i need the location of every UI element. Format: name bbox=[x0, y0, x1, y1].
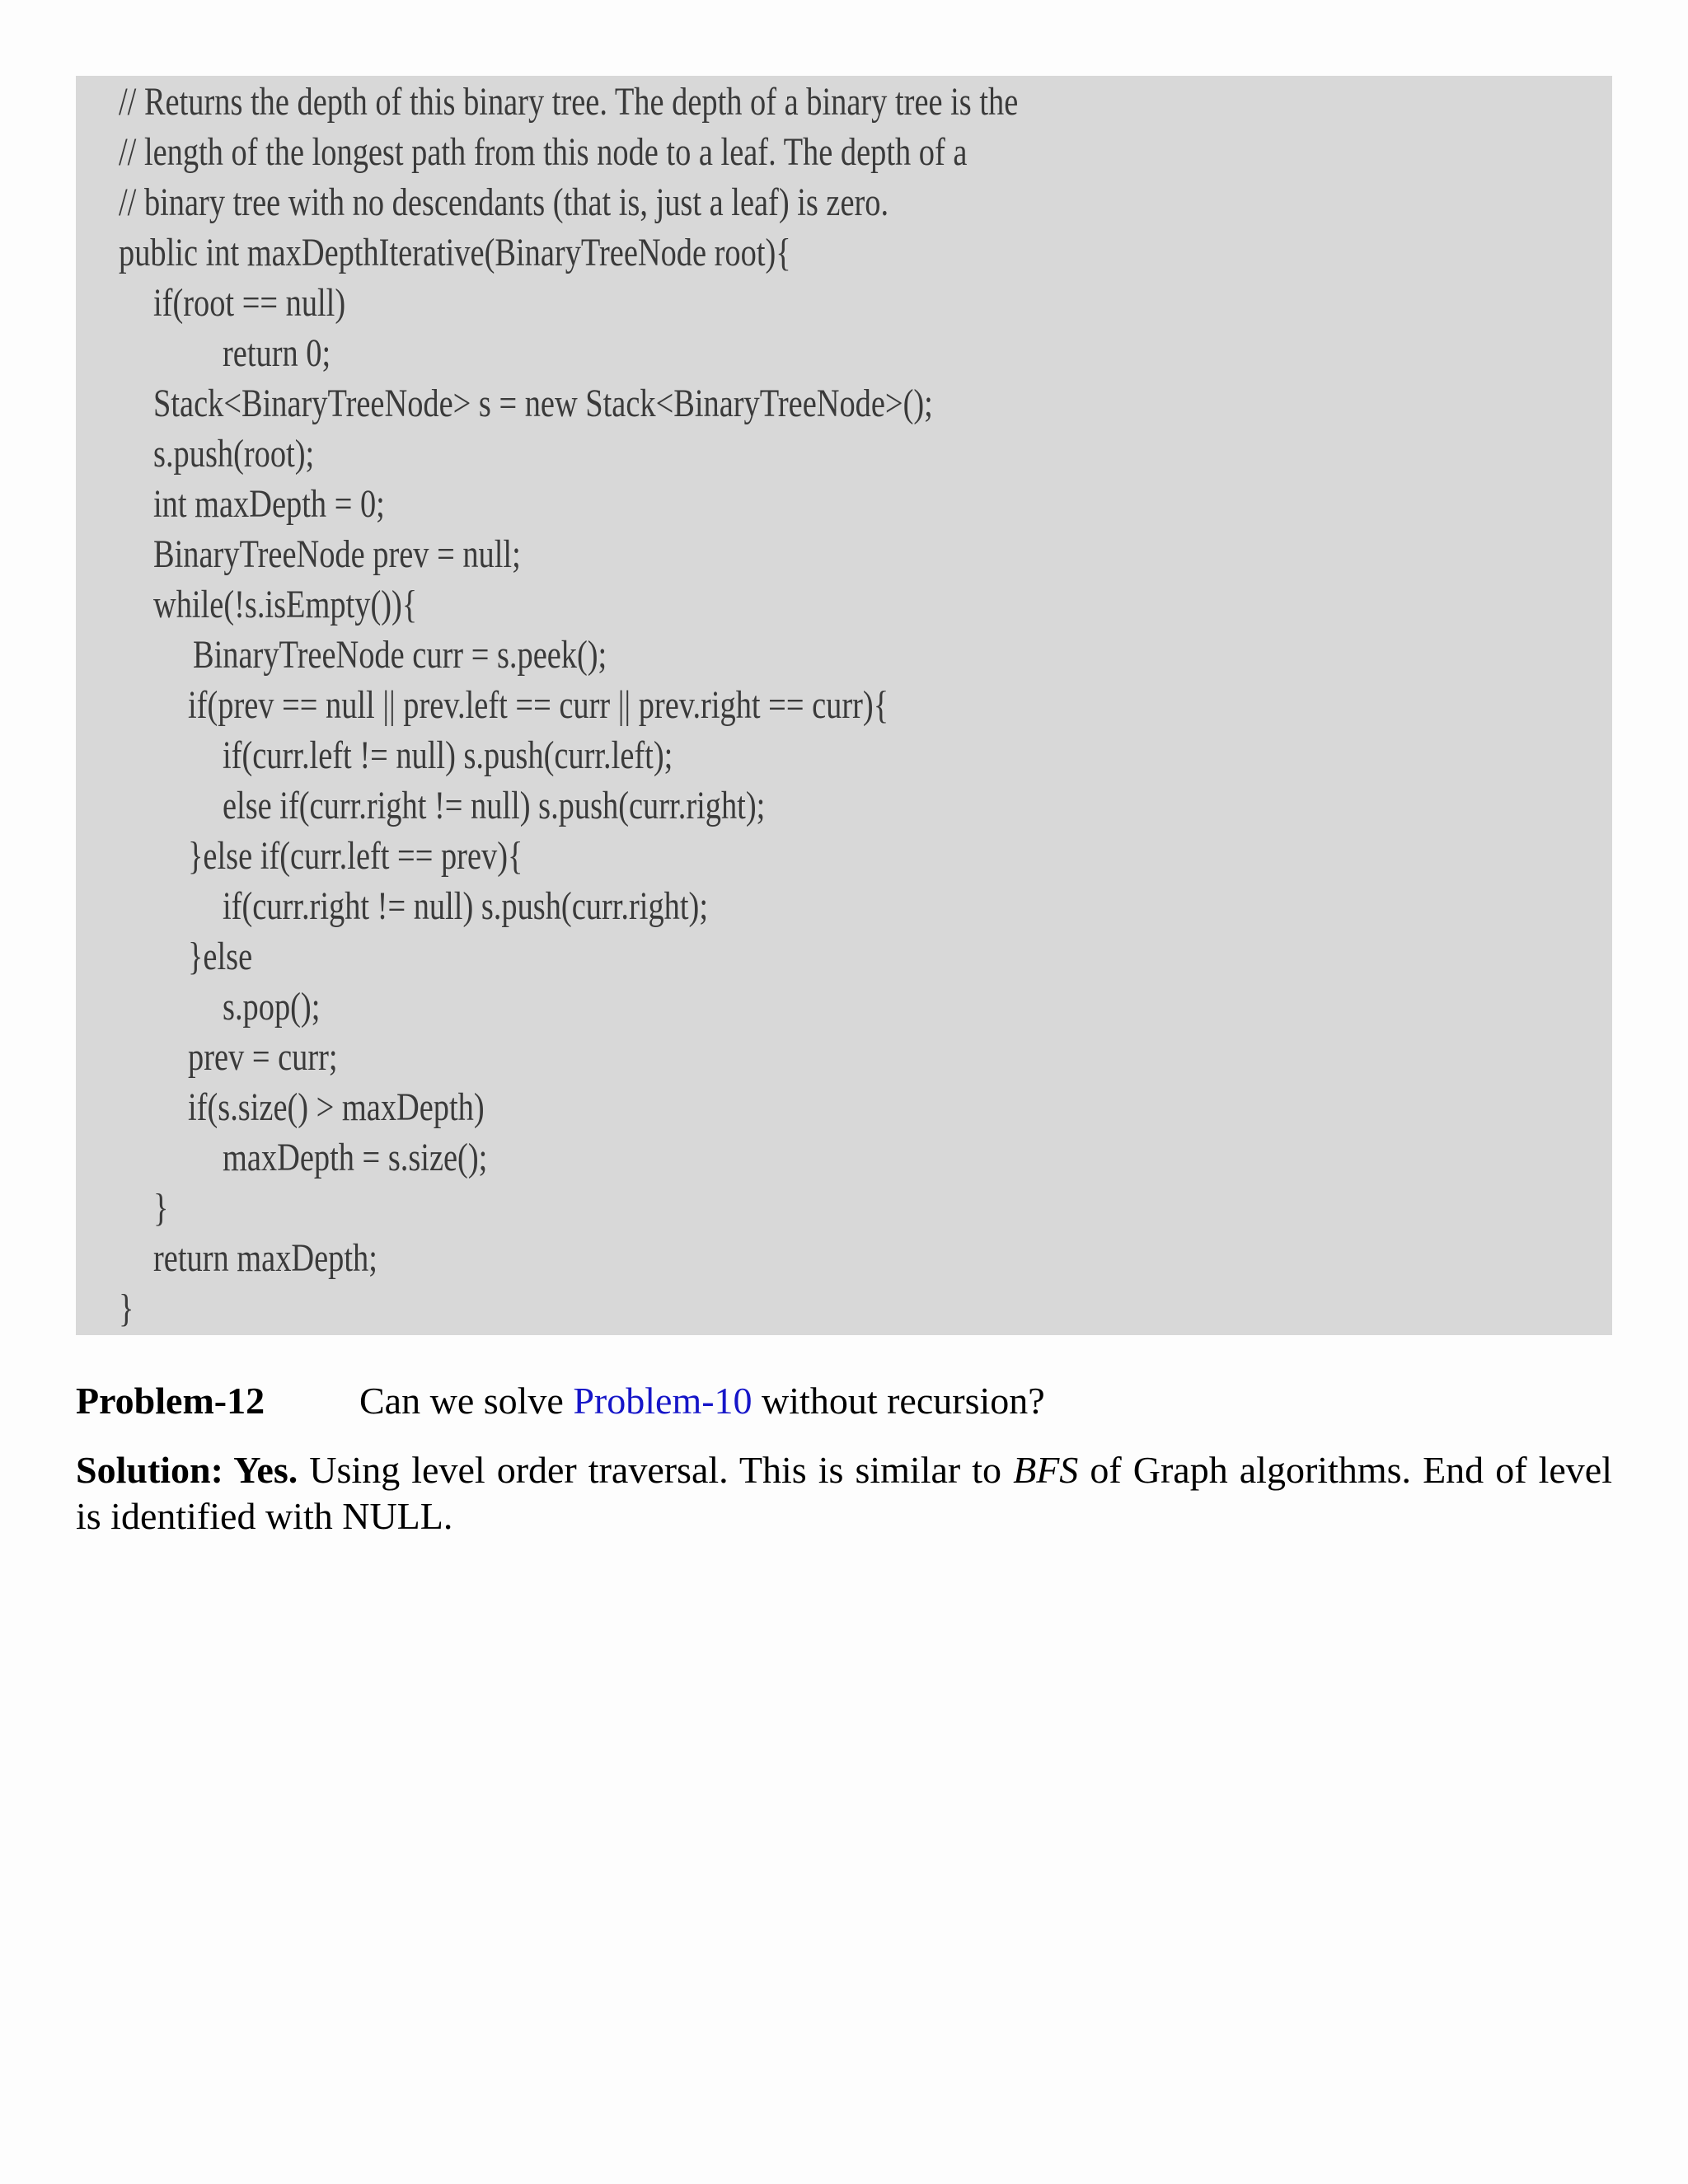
code-line: else if(curr.right != null) s.push(curr.right); bbox=[223, 784, 766, 827]
code-line: maxDepth = s.size(); bbox=[223, 1136, 488, 1179]
code-line: if(s.size() > maxDepth) bbox=[188, 1085, 485, 1129]
code-line: return 0; bbox=[223, 331, 331, 375]
solution-text-2: of Graph algorithms. End of level is identified with NULL. bbox=[76, 1449, 1612, 1537]
code-line: BinaryTreeNode prev = null; bbox=[153, 532, 521, 576]
code-line: if(root == null) bbox=[153, 281, 346, 325]
solution-text-1: Using level order traversal. This is similar to bbox=[298, 1449, 1014, 1491]
problem-text-before: Can we solve bbox=[359, 1380, 574, 1422]
code-line: int maxDepth = 0; bbox=[153, 482, 385, 526]
code-line: Stack<BinaryTreeNode> s = new Stack<BinaryTreeNode>(); bbox=[153, 382, 933, 425]
solution-paragraph bbox=[76, 1447, 1612, 1540]
code-line: }else bbox=[188, 935, 253, 978]
code-line: if(curr.left != null) s.push(curr.left); bbox=[223, 733, 673, 777]
code-line: prev = curr; bbox=[188, 1035, 338, 1079]
code-line: if(curr.right != null) s.push(curr.right); bbox=[223, 884, 708, 928]
problem-statement bbox=[76, 1378, 1612, 1424]
problem-text-after: without recursion? bbox=[752, 1380, 1045, 1422]
code-line: return maxDepth; bbox=[153, 1236, 377, 1280]
code-block bbox=[76, 76, 1612, 1335]
code-line: } bbox=[153, 1186, 169, 1230]
code-line: // length of the longest path from this node to a leaf. The depth of a bbox=[119, 130, 968, 174]
code-line: s.pop(); bbox=[223, 985, 321, 1029]
code-line: if(prev == null || prev.left == curr || prev.right == curr){ bbox=[188, 683, 889, 727]
solution-label: Solution: Yes. bbox=[76, 1449, 298, 1491]
problem-10-link[interactable]: Problem-10 bbox=[573, 1380, 753, 1422]
code-line: // Returns the depth of this binary tree. The depth of a binary tree is the bbox=[119, 80, 1019, 124]
solution-emphasis: BFS bbox=[1013, 1449, 1079, 1491]
code-line: s.push(root); bbox=[153, 432, 315, 476]
code-line: } bbox=[119, 1286, 134, 1330]
code-line: while(!s.isEmpty()){ bbox=[153, 583, 418, 626]
code-line: BinaryTreeNode curr = s.peek(); bbox=[193, 633, 607, 677]
code-line: public int maxDepthIterative(BinaryTreeNode root){ bbox=[119, 231, 791, 274]
code-line: // binary tree with no descendants (that is, just a leaf) is zero. bbox=[119, 180, 889, 224]
problem-label: Problem-12 bbox=[76, 1380, 265, 1422]
code-line: }else if(curr.left == prev){ bbox=[188, 834, 523, 878]
